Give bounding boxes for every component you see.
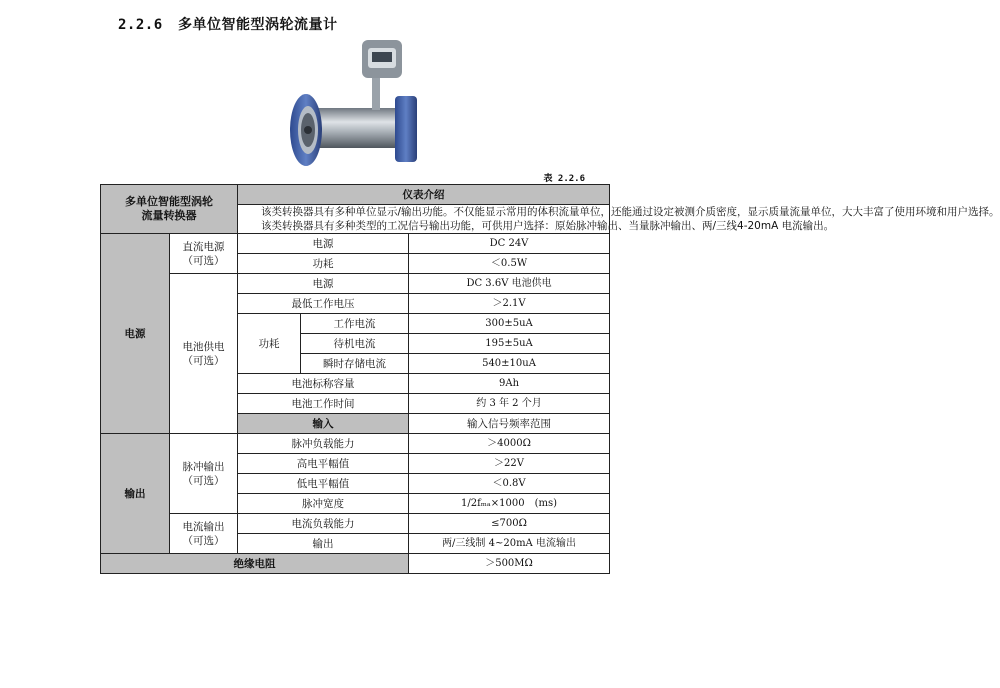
high-level-name: 高电平幅值	[238, 454, 409, 474]
pulse-label-line1: 脉冲输出	[182, 460, 225, 473]
intro-header: 仪表介绍	[238, 185, 610, 205]
battery-capacity-name: 电池标称容量	[238, 374, 409, 394]
product-name-line1: 多单位智能型涡轮	[125, 195, 213, 208]
intro-text	[238, 205, 1000, 234]
dc-consumption-value: ＜0.5W	[409, 254, 610, 274]
pulse-load-name: 脉冲负载能力	[238, 434, 409, 454]
insulation-value: ＞500MΩ	[409, 554, 610, 574]
dc-supply-value: DC 24V	[409, 234, 610, 254]
high-level-value: ＞22V	[409, 454, 610, 474]
working-current-name: 工作电流	[301, 314, 409, 334]
battery-capacity-value: 9Ah	[409, 374, 610, 394]
battery-consumption-label: 功耗	[238, 314, 301, 374]
storage-current-name: 瞬时存储电流	[301, 354, 409, 374]
current-load-value: ≤700Ω	[409, 514, 610, 534]
current-label-line1: 电流输出	[182, 520, 225, 533]
pulse-width-value: 1/2fₘₐ×1000 (ms)	[409, 494, 610, 514]
current-output-label	[170, 514, 238, 554]
current-output-value: 两/三线制 4~20mA 电流输出	[409, 534, 610, 554]
current-output-name: 输出	[238, 534, 409, 554]
pulse-label-line2: （可选）	[182, 474, 225, 487]
dc-consumption-name: 功耗	[238, 254, 409, 274]
battery-life-name: 电池工作时间	[238, 394, 409, 414]
battery-life-value: 约 3 年 2 个月	[409, 394, 610, 414]
input-label: 输入	[238, 414, 409, 434]
current-label-line2: （可选）	[182, 534, 225, 547]
standby-current-name: 待机电流	[301, 334, 409, 354]
product-name-line2: 流量转换器	[141, 209, 197, 222]
power-label: 电源	[101, 234, 170, 434]
battery-supply-value: DC 3.6V 电池供电	[409, 274, 610, 294]
spec-table	[100, 184, 1000, 574]
min-voltage-value: ＞2.1V	[409, 294, 610, 314]
pulse-load-value: ＞4000Ω	[409, 434, 610, 454]
dc-supply-name: 电源	[238, 234, 409, 254]
battery-label-line1: 电池供电	[182, 340, 225, 353]
storage-current-value: 540±10uA	[409, 354, 610, 374]
table-caption: 表 2.2.6	[543, 174, 585, 184]
turbine-flowmeter-photo	[282, 38, 432, 166]
section-number: 2.2.6	[118, 17, 163, 33]
dc-power-label-line1: 直流电源	[182, 240, 225, 253]
section-title: 多单位智能型涡轮流量计	[178, 17, 338, 33]
intro-paragraph-1: 该类转换器具有多种单位显示/输出功能。不仅能显示常用的体积流量单位，还能通过设定被测介质密度，显示质量流量单位，大大丰富了使用环境和用户选择。	[261, 206, 1000, 218]
product-name-cell	[101, 185, 238, 234]
low-level-value: ＜0.8V	[409, 474, 610, 494]
output-label: 输出	[101, 434, 170, 554]
battery-label-line2: （可选）	[182, 354, 225, 367]
current-load-name: 电流负载能力	[238, 514, 409, 534]
section-heading	[118, 14, 338, 34]
low-level-name: 低电平幅值	[238, 474, 409, 494]
standby-current-value: 195±5uA	[409, 334, 610, 354]
intro-paragraph-2: 该类转换器具有多种类型的工况信号输出功能，可供用户选择：原始脉冲输出、当量脉冲输出、两/三线4-20mA 电流输出。	[261, 220, 835, 232]
dc-power-label-line2: （可选）	[182, 254, 225, 267]
input-frequency-name: 输入信号频率范围	[409, 414, 610, 434]
battery-supply-name: 电源	[238, 274, 409, 294]
pulse-output-label	[170, 434, 238, 514]
insulation-label: 绝缘电阻	[101, 554, 409, 574]
dc-power-label	[170, 234, 238, 274]
pulse-width-name: 脉冲宽度	[238, 494, 409, 514]
min-voltage-name: 最低工作电压	[238, 294, 409, 314]
working-current-value: 300±5uA	[409, 314, 610, 334]
battery-power-label	[170, 274, 238, 434]
